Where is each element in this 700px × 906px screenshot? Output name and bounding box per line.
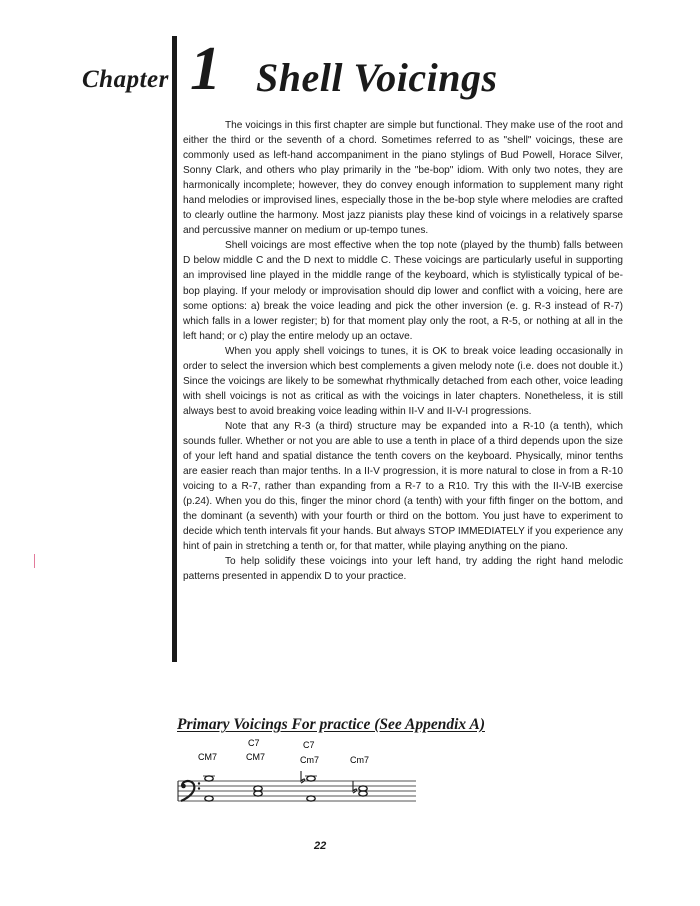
chord-symbol-3-top: C7 xyxy=(303,740,315,750)
body-text xyxy=(183,118,623,584)
paragraph-5: To help solidify these voicings into your left hand, try adding the right hand melodic patterns presented in appendix D to your practice. xyxy=(183,556,623,583)
margin-mark xyxy=(34,554,35,568)
chord-symbol-2: CM7 xyxy=(246,752,266,762)
example-heading: Primary Voicings For practice (See Appendix A) xyxy=(177,716,485,733)
chord-symbol-3: Cm7 xyxy=(300,755,320,765)
paragraph-2: Shell voicings are most effective when the top note (played by the thumb) falls between D below middle C and the D next to middle C. These voicings are particularly useful in supporting an improvised line played in the middle range of the keyboard, which is stylistically typical of be-bop playing. If your melody or improvisation should dip lower and conflict with a voicing, here are some options: a) break the voice leading and pick the other inversion (e. g. R-3 instead of R-7) which falls in a lower register; b) for that moment play only the root, a R-5, or nothing at all in the left hand; or c) play the entire melody up an octave. xyxy=(183,240,623,342)
chord-notes-1 xyxy=(203,776,215,801)
chapter-number: 1 xyxy=(190,35,221,103)
paragraph-3: When you apply shell voicings to tunes, it is OK to break voice leading occasionally in order to select the inversion which best complements a given melody note (i.e. does not double it.) Since the voicings are likely to be somewhat rhythmically detached from each other, voice leading with shell voicings is not as critical as with the voicings in later chapters. Nonetheless, it is still always best to avoid breaking voice leading within II-V and II-V-I progressions. xyxy=(183,345,623,417)
paragraph-4: Note that any R-3 (a third) structure may be expanded into a R-10 (a tenth), which sounds fuller. Whether or not you are able to use a tenth in place of a third depends upon the size of your left hand and spatial distance the tenth covers on the keyboard. Physically, minor tenths are easier reach than major tenths. In a II-V progression, it is more natural to close in from a R-10 voicing to a R-7, rather than expanding from a R-7 to a R10. Try this with the II-V-IB exercise (p.24). When you do this, finger the minor chord (a tenth) with your fifth finger on the bottom, and the dominant (a seventh) with your fourth or third on the bottom. You just have to experiment to decide which tenth intervals fit your hands. But always STOP IMMEDIATELY if you experience any hint of pain in stretching a tenth or, for that matter, while playing anything on the piano. xyxy=(183,420,623,553)
paragraph-1: The voicings in this first chapter are simple but functional. They make use of the root and either the third or the seventh of a chord. Sometimes referred to as "shell" voicings, these are commonly used as left-hand accompaniment in the piano stylings of Bud Powell, Horace Silver, Sonny Clark, and others who play primarily in the "be-bop" idiom. With only two notes, they are harmonically incomplete; however, they do convey enough information to supplement many right hand melodies or improvised lines, especially those in the be-bop style where melodies are crafted to clearly outline the harmony. Most jazz pianists play these kind of voicings in a relatively sparse and percussive manner on medium or up-tempo tunes. xyxy=(183,120,623,237)
music-staff xyxy=(176,735,421,810)
chord-notes-4 xyxy=(353,781,367,796)
chapter-label: Chapter xyxy=(82,66,169,93)
chord-symbol-1: CM7 xyxy=(198,752,218,762)
chord-notes-2 xyxy=(254,786,262,796)
chapter-title: Shell Voicings xyxy=(256,55,498,100)
chapter-divider-bar xyxy=(172,36,177,662)
chord-symbol-4: Cm7 xyxy=(350,755,370,765)
chord-symbol-2-top: C7 xyxy=(248,738,260,748)
page-number: 22 xyxy=(314,840,327,852)
